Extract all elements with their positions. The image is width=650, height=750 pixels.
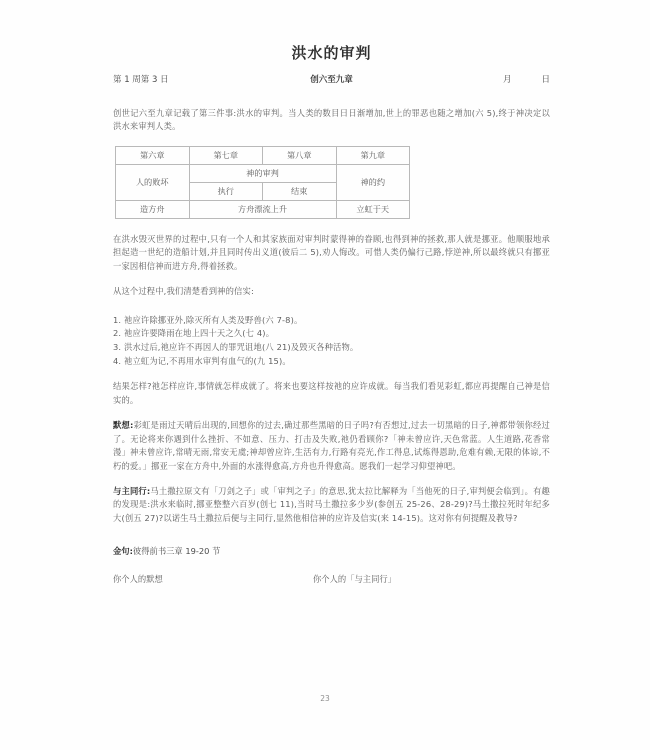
table-cell-event-middle: 方舟漂流上升 [189, 200, 336, 218]
chapter-overview-table [115, 146, 410, 219]
prompt-personal-walk: 你个人的「与主同行」 [313, 574, 396, 585]
table-cell-chapter-8: 第八章 [263, 146, 337, 164]
meditation-text: 彩虹是雨过天晴后出现的,回想你的过去,确过那些黑暗的日子吗?有否想过,过去一切黑暗的日子,神都带领你经过了。无论将来你遇到什么挫折、不如意、压力、打击及失败,祂仍看顾你?「神未曾应许,天色常蓝。人生道路,花香常漫」神未曾应许,常晴无雨,常安无虞;神却曾应许,生活有力,行路有亮光,作工得息,试炼得恩助,危难有赖,无限的体谅,不朽的爱。」挪亚一家在方舟中,外面的水涨得愈高,方舟也升得愈高。愿我们一起学习仰望神吧。 [113, 420, 550, 471]
table-row-theme [116, 164, 410, 182]
table-cell-execute: 执行 [189, 182, 263, 200]
meditation-paragraph [113, 419, 550, 473]
golden-verse-line [113, 545, 550, 557]
week-day-label: 第 1 周第 3 日 [113, 75, 169, 85]
table-cell-theme-right: 神的约 [336, 164, 410, 200]
scripture-passage-label: 创六至九章 [310, 75, 353, 85]
table-cell-chapter-6: 第六章 [116, 146, 190, 164]
faith-list-intro: 从这个过程中,我们清楚看到神的信实: [113, 286, 254, 297]
intro-paragraph: 创世记六至九章记载了第三件事:洪水的审判。当人类的数目日日渐增加,世上的罪恶也随之增加(六 5),终于神决定以洪水来审判人类。 [113, 108, 550, 132]
date-fields [503, 73, 550, 85]
table-row-chapter-headers [116, 146, 410, 164]
page-number: 23 [320, 694, 330, 703]
list-item: 3. 洪水过后,祂应许不再因人的罪咒诅地(八 21)及毁灭各种活物。 [113, 342, 359, 352]
list-item: 1. 祂应许除挪亚外,除灭所有人类及野兽(六 7-8)。 [113, 314, 303, 325]
walk-with-lord-paragraph [113, 485, 550, 525]
prompt-personal-meditation: 你个人的默想 [113, 574, 163, 585]
walk-with-lord-text: 马土撒拉原文有「刀剑之子」或「审判之子」的意思,犹太拉比解释为「当他死的日子,审判便会临到」。有趣的发现是:洪水来临时,挪亚整整六百岁(创七 11),当时马土撒拉多少岁(参创五 25-26、28-29)?马土撒拉死时年纪多大(创五 27)?以诺生马土撒拉后便与主同行,显然他相信神的应许及信实(来 14-15)。这对你有何提醒及教导? [113, 486, 550, 523]
golden-verse-reference: 彼得前书三章 19-20 节 [132, 546, 221, 557]
list-item: 4. 祂立虹为记,不再用水审判有血气的(九 15)。 [113, 355, 291, 366]
list-item: 2. 祂应许要降雨在地上四十天之久(七 4)。 [113, 328, 275, 339]
page-content [113, 42, 550, 593]
table-cell-event-right: 立虹于天 [336, 200, 410, 218]
date-month-label: 月 [502, 75, 512, 85]
table-cell-event-left: 造方舟 [116, 200, 190, 218]
golden-verse-label: 金句: [113, 546, 133, 557]
table-cell-theme-middle: 神的审判 [189, 164, 336, 182]
result-paragraph: 结果怎样?祂怎样应许,事情就怎样成就了。将来也要这样按祂的应许成就。每当我们看见彩虹,都应再提醒自己神是信实的。 [113, 381, 550, 405]
table-cell-chapter-9: 第九章 [336, 146, 410, 164]
document-subheader [113, 73, 550, 89]
walk-with-lord-label: 与主同行: [113, 486, 151, 496]
spacer [113, 306, 550, 314]
table-row-event [116, 200, 410, 218]
spacer [113, 537, 550, 545]
faith-promise-list [113, 314, 550, 369]
meditation-label: 默想: [113, 420, 134, 431]
table-cell-theme-left: 人的败坏 [116, 164, 190, 200]
table-cell-result: 结束 [263, 182, 337, 200]
bottom-prompts [113, 573, 550, 593]
table-cell-chapter-7: 第七章 [189, 146, 263, 164]
date-day-label: 日 [541, 75, 550, 85]
page-title: 洪水的审判 [291, 44, 372, 62]
noah-paragraph: 在洪水毁灭世界的过程中,只有一个人和其家族面对审判时蒙得神的眷顾,也得到神的拯救,那人就是挪亚。他顺服地承担起造一世纪的造船计划,并且同时传出义道(彼后二 5),劝人悔改。可惜人类仍偏行己路,悖逆神,所以最终就只有挪亚一家因相信神而进方舟,得着拯救。 [113, 233, 550, 271]
